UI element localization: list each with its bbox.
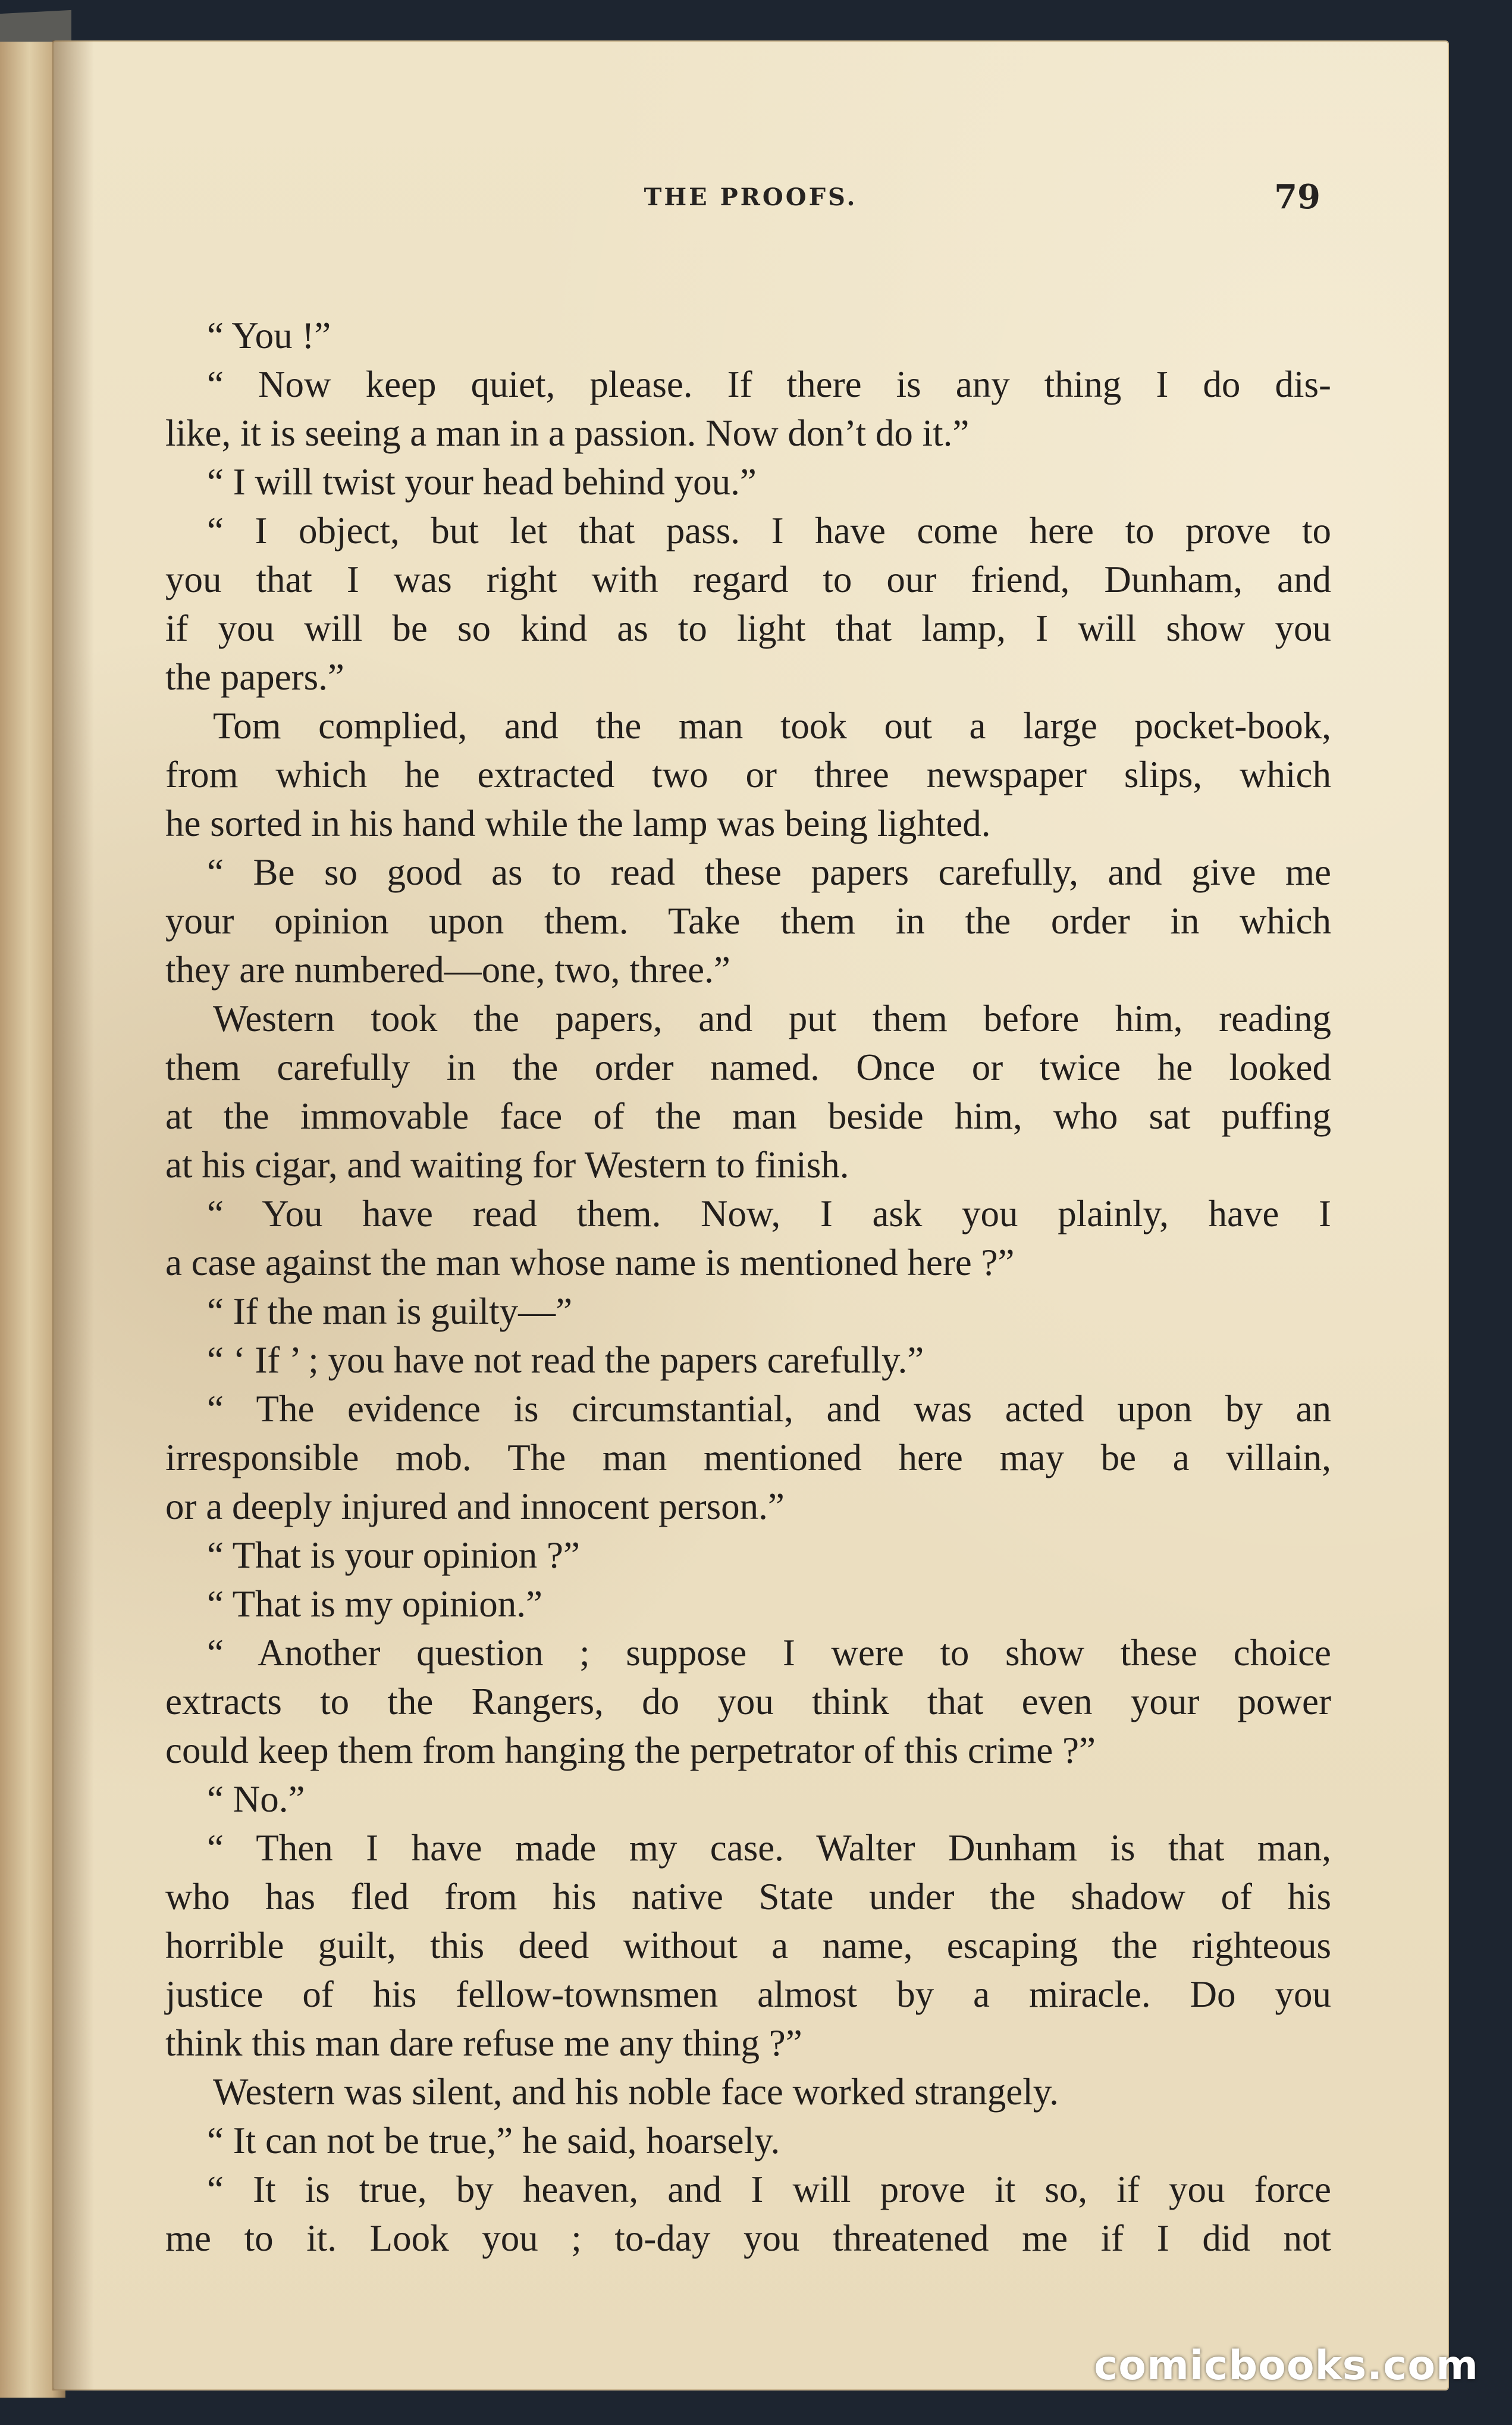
spine-shadow [52,40,94,2390]
text-line: “ It is true, by heaven, and I will prove it so, if you force [207,2169,1331,2210]
text-line: your opinion upon them. Take them in the order in which [165,900,1331,942]
text-line: who has fled from his native State under the shadow of his [165,1876,1331,1918]
text-line: horrible guilt, this deed without a name, escaping the righteous [165,1925,1331,1966]
text-line: them carefully in the order named. Once or twice he looked [165,1047,1331,1088]
text-line: “ ‘ If ’ ; you have not read the papers carefully.” [207,1339,924,1381]
text-line: “ The evidence is circumstantial, and was acted upon by an [207,1388,1331,1430]
page-number: 79 [1274,177,1320,217]
text-line: justice of his fellow-townsmen almost by a miracle. Do you [165,1973,1331,2015]
text-line: “ If the man is guilty—” [207,1290,573,1332]
text-line: “ You !” [207,315,331,356]
text-line: “ It can not be true,” he said, hoarsely. [207,2120,780,2161]
text-line: “ Be so good as to read these papers carefully, and give me [207,851,1331,893]
text-line: extracts to the Rangers, do you think that even your power [165,1681,1331,1722]
text-line: they are numbered—one, two, three.” [165,949,730,991]
text-line: Western was silent, and his noble face worked strangely. [213,2071,1059,2113]
text-line: at the immovable face of the man beside him, who sat puffing [165,1095,1331,1137]
text-line: from which he extracted two or three newspaper slips, which [165,754,1331,795]
text-line: or a deeply injured and innocent person.” [165,1486,785,1527]
text-line: “ I will twist your head behind you.” [207,461,757,503]
text-line: a case against the man whose name is mentioned here ?” [165,1242,1015,1283]
text-line: Tom complied, and the man took out a large pocket-book, [213,705,1331,747]
text-line: Western took the papers, and put them before him, reading [213,998,1331,1039]
text-line: think this man dare refuse me any thing ?” [165,2022,802,2064]
text-line: the papers.” [165,656,344,698]
text-line: “ You have read them. Now, I ask you plainly, have I [207,1193,1331,1235]
text-line: “ That is my opinion.” [207,1583,543,1625]
text-line: “ No.” [207,1778,305,1820]
watermark: comicbooks.com [1093,2342,1479,2389]
page-header [52,177,1449,237]
text-line: “ Now keep quiet, please. If there is any thing I do dis- [207,364,1331,405]
text-line: like, it is seeing a man in a passion. Now don’t do it.” [165,412,970,454]
text-line: “ Another question ; suppose I were to show these choice [207,1632,1331,1674]
text-line: you that I was right with regard to our friend, Dunham, and [165,559,1331,600]
text-line: “ I object, but let that pass. I have come here to prove to [207,510,1331,552]
running-head: THE PROOFS. [644,183,858,211]
text-line: he sorted in his hand while the lamp was being lighted. [165,803,991,844]
book-page [52,40,1449,2390]
text-line: “ That is your opinion ?” [207,1534,580,1576]
text-line: could keep them from hanging the perpetrator of this crime ?” [165,1730,1096,1771]
text-line: at his cigar, and waiting for Western to finish. [165,1144,849,1186]
text-line: irresponsible mob. The man mentioned here may be a villain, [165,1437,1331,1478]
text-line: if you will be so kind as to light that lamp, I will show you [165,607,1331,649]
body-text [165,311,1331,2263]
text-line: me to it. Look you ; to-day you threatened me if I did not [165,2217,1331,2259]
text-line: “ Then I have made my case. Walter Dunham is that man, [207,1827,1331,1869]
